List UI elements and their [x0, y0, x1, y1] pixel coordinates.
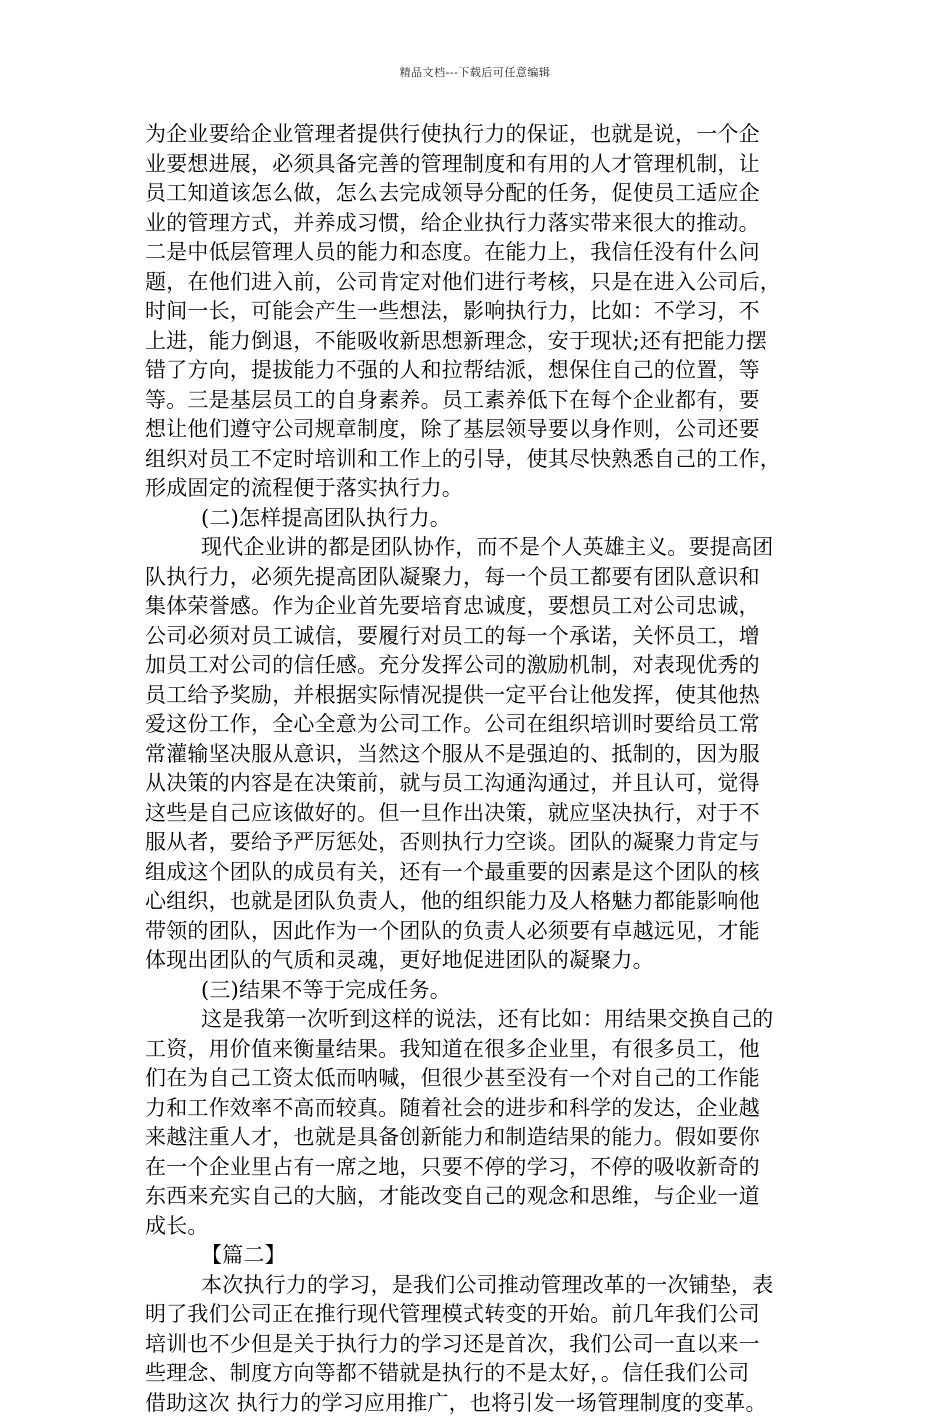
text-line: 本次执行力的学习，是我们公司推动管理改革的一次铺垫，表 [145, 1271, 810, 1301]
page-header: 精品文档---下载后可任意编辑 [0, 64, 950, 80]
text-line: 从决策的内容是在决策前，就与员工沟通沟通过，并且认可，觉得 [145, 769, 810, 799]
text-line: 来越注重人才，也就是具备创新能力和制造结果的能力。假如要你 [145, 1123, 810, 1153]
text-line: 东西来充实自己的大脑，才能改变自己的观念和思维，与企业一道 [145, 1182, 810, 1212]
text-line: 二是中低层管理人员的能力和态度。在能力上，我信任没有什么问 [145, 238, 810, 268]
section-heading: (二)怎样提高团队执行力。 [145, 504, 810, 534]
text-line: 题，在他们进入前，公司肯定对他们进行考核，只是在进入公司后， [145, 268, 810, 298]
text-line: 员工给予奖励，并根据实际情况提供一定平台让他发挥，使其他热 [145, 681, 810, 711]
document-body [145, 120, 810, 1418]
text-line: 借助这次 执行力的学习应用推广，也将引发一场管理制度的变革。 [145, 1389, 810, 1418]
text-line: 业要想进展，必须具备完善的管理制度和有用的人才管理机制，让 [145, 150, 810, 180]
text-line: 带领的团队，因此作为一个团队的负责人必须要有卓越远见，才能 [145, 917, 810, 947]
section-heading: 【篇二】 [145, 1241, 810, 1271]
text-line: 培训也不少但是关于执行力的学习还是首次，我们公司一直以来一 [145, 1330, 810, 1360]
text-line: 加员工对公司的信任感。充分发挥公司的激励机制，对表现优秀的 [145, 651, 810, 681]
text-line: 这是我第一次听到这样的说法，还有比如：用结果交换自己的 [145, 1005, 810, 1035]
text-line: 成长。 [145, 1212, 810, 1242]
text-line: 些理念、制度方向等都不错就是执行的不是太好，。信任我们公司 [145, 1359, 810, 1389]
text-line: 工资，用价值来衡量结果。我知道在很多企业里，有很多员工，他 [145, 1035, 810, 1065]
text-line: 公司必须对员工诚信，要履行对员工的每一个承诺，关怀员工，增 [145, 622, 810, 652]
text-line: 在一个企业里占有一席之地，只要不停的学习，不停的吸收新奇的 [145, 1153, 810, 1183]
text-line: 明了我们公司正在推行现代管理模式转变的开始。前几年我们公司 [145, 1300, 810, 1330]
text-line: 爱这份工作，全心全意为公司工作。公司在组织培训时要给员工常 [145, 710, 810, 740]
text-line: 服从者，要给予严厉惩处，否则执行力空谈。团队的凝聚力肯定与 [145, 828, 810, 858]
text-line: 组成这个团队的成员有关，还有一个最重要的因素是这个团队的核 [145, 858, 810, 888]
text-line: 队执行力，必须先提高团队凝聚力，每一个员工都要有团队意识和 [145, 563, 810, 593]
text-line: 力和工作效率不高而较真。随着社会的进步和科学的发达，企业越 [145, 1094, 810, 1124]
text-line: 为企业要给企业管理者提供行使执行力的保证，也就是说，一个企 [145, 120, 810, 150]
text-line: 心组织，也就是团队负责人，他的组织能力及人格魅力都能影响他 [145, 887, 810, 917]
text-line: 集体荣誉感。作为企业首先要培育忠诚度，要想员工对公司忠诚， [145, 592, 810, 622]
text-line: 员工知道该怎么做，怎么去完成领导分配的任务，促使员工适应企 [145, 179, 810, 209]
text-line: 们在为自己工资太低而呐喊，但很少甚至没有一个对自己的工作能 [145, 1064, 810, 1094]
text-line: 体现出团队的气质和灵魂，更好地促进团队的凝聚力。 [145, 946, 810, 976]
text-line: 形成固定的流程便于落实执行力。 [145, 474, 810, 504]
text-line: 现代企业讲的都是团队协作，而不是个人英雄主义。要提高团 [145, 533, 810, 563]
text-line: 组织对员工不定时培训和工作上的引导，使其尽快熟悉自己的工作， [145, 445, 810, 475]
text-line: 想让他们遵守公司规章制度，除了基层领导要以身作则，公司还要 [145, 415, 810, 445]
text-line: 常灌输坚决服从意识，当然这个服从不是强迫的、抵制的，因为服 [145, 740, 810, 770]
text-line: 等。三是基层员工的自身素养。员工素养低下在每个企业都有，要 [145, 386, 810, 416]
section-heading: (三)结果不等于完成任务。 [145, 976, 810, 1006]
text-line: 业的管理方式，并养成习惯，给企业执行力落实带来很大的推动。 [145, 209, 810, 239]
text-line: 时间一长，可能会产生一些想法，影响执行力，比如：不学习，不 [145, 297, 810, 327]
text-line: 上进，能力倒退，不能吸收新思想新理念，安于现状;还有把能力摆 [145, 327, 810, 357]
text-line: 错了方向，提拔能力不强的人和拉帮结派，想保住自己的位置，等 [145, 356, 810, 386]
text-line: 这些是自己应该做好的。但一旦作出决策，就应坚决执行，对于不 [145, 799, 810, 829]
